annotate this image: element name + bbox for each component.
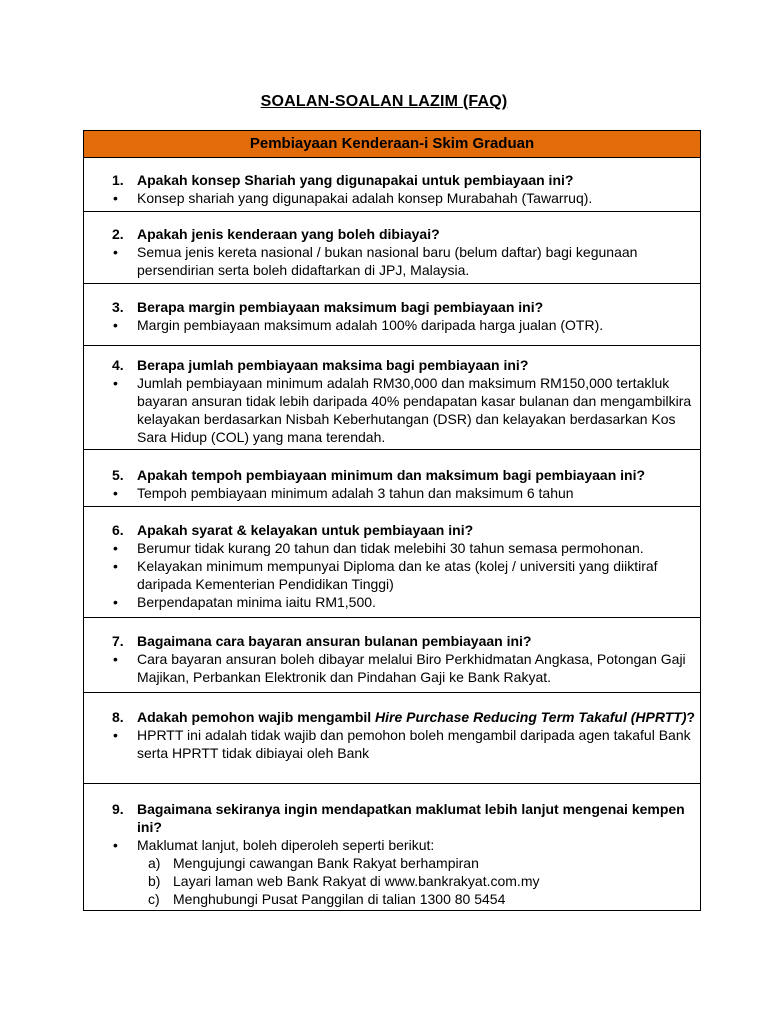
question-number: 4. — [112, 357, 124, 373]
faq-row-9 — [84, 784, 700, 910]
faq-question-6 — [84, 521, 700, 539]
question-text: Apakah tempoh pembiayaan minimum dan maksimum bagi pembiayaan ini? — [137, 467, 646, 483]
answer-text: Berpendapatan minima iaitu RM1,500. — [137, 594, 376, 610]
faq-question-1 — [84, 171, 700, 189]
question-text: Apakah jenis kenderaan yang boleh dibiayai? — [137, 226, 440, 242]
question-italic-term: Hire Purchase Reducing Term Takaful (HPRTT) — [375, 709, 687, 725]
answer-text: Jumlah pembiayaan minimum adalah RM30,000 dan maksimum RM150,000 tertakluk bayaran ansuran tidak lebih daripada 40% pendapatan kasar bulanan dan mengambilkira kelayakan berdasarkan Nisbah Keberhutangan (DSR) dan kelayakan berdasarkan Kos Sara Hidup (COL) yang mana terendah. — [137, 375, 692, 445]
faq-answer — [84, 189, 700, 207]
faq-answer — [84, 650, 700, 686]
faq-question-4 — [84, 356, 700, 374]
question-number: 3. — [112, 299, 124, 315]
faq-question-5 — [84, 466, 700, 484]
question-text: Bagaimana sekiranya ingin mendapatkan maklumat lebih lanjut mengenai kempen ini? — [137, 801, 685, 835]
bullet-icon: • — [113, 558, 118, 574]
bullet-icon: • — [113, 540, 118, 556]
sub-item-text: Mengujungi cawangan Bank Rakyat berhampiran — [173, 855, 479, 871]
faq-row-8 — [84, 693, 700, 784]
question-text: Apakah konsep Shariah yang digunapakai untuk pembiayaan ini? — [137, 172, 574, 188]
faq-sub-item-a — [84, 854, 700, 872]
answer-text: Tempoh pembiayaan minimum adalah 3 tahun dan maksimum 6 tahun — [137, 485, 574, 501]
question-text: Berapa jumlah pembiayaan maksima bagi pembiayaan ini? — [137, 357, 529, 373]
faq-row-3 — [84, 284, 700, 346]
bullet-icon: • — [113, 485, 118, 501]
bullet-icon: • — [113, 837, 118, 853]
answer-text: Kelayakan minimum mempunyai Diploma dan ke atas (kolej / universiti yang diiktiraf daripada Kementerian Pendidikan Tinggi) — [137, 558, 658, 592]
bullet-icon: • — [113, 375, 118, 391]
faq-answer — [84, 726, 700, 762]
faq-sub-item-c — [84, 890, 700, 908]
answer-text: Cara bayaran ansuran boleh dibayar melalui Biro Perkhidmatan Angkasa, Potongan Gaji Majikan, Perbankan Elektronik dan Pindahan Gaji ke Bank Rakyat. — [137, 651, 686, 685]
faq-answer — [84, 316, 700, 334]
faq-answer — [84, 557, 700, 593]
question-number: 7. — [112, 633, 124, 649]
faq-answer — [84, 593, 700, 611]
answer-text: Maklumat lanjut, boleh diperoleh seperti berikut: — [137, 837, 435, 853]
bullet-icon: • — [113, 317, 118, 333]
table-header: Pembiayaan Kenderaan-i Skim Graduan — [84, 131, 700, 158]
question-text: Adakah pemohon wajib mengambil — [137, 709, 376, 725]
faq-row-7 — [84, 618, 700, 693]
question-number: 1. — [112, 172, 124, 188]
answer-text: Semua jenis kereta nasional / bukan nasional baru (belum daftar) bagi kegunaan persendirian serta boleh didaftarkan di JPJ, Malaysia. — [137, 244, 638, 278]
faq-row-2 — [84, 212, 700, 284]
answer-text: Margin pembiayaan maksimum adalah 100% daripada harga jualan (OTR). — [137, 317, 604, 333]
bullet-icon: • — [113, 244, 118, 260]
faq-sub-item-b — [84, 872, 700, 890]
faq-question-9 — [84, 800, 700, 836]
faq-table — [83, 130, 701, 911]
faq-row-5 — [84, 450, 700, 507]
bullet-icon: • — [113, 727, 118, 743]
sub-item-text: Layari laman web Bank Rakyat di www.bankrakyat.com.my — [173, 873, 540, 889]
answer-text: Berumur tidak kurang 20 tahun dan tidak melebihi 30 tahun semasa permohonan. — [137, 540, 644, 556]
question-number: 6. — [112, 522, 124, 538]
sub-item-letter: a) — [148, 855, 161, 871]
sub-item-letter: c) — [148, 891, 160, 907]
faq-row-1 — [84, 158, 700, 212]
faq-answer — [84, 484, 700, 502]
faq-question-7 — [84, 632, 700, 650]
bullet-icon: • — [113, 190, 118, 206]
question-number: 8. — [112, 709, 124, 725]
question-text: Bagaimana cara bayaran ansuran bulanan pembiayaan ini? — [137, 633, 532, 649]
question-number: 2. — [112, 226, 124, 242]
question-number: 5. — [112, 467, 124, 483]
faq-row-6 — [84, 507, 700, 618]
question-number: 9. — [112, 801, 124, 817]
page-title: SOALAN-SOALAN LAZIM (FAQ) — [260, 93, 508, 110]
faq-answer — [84, 836, 700, 854]
bullet-icon: • — [113, 594, 118, 610]
faq-question-2 — [84, 225, 700, 243]
faq-answer — [84, 243, 700, 279]
faq-answer — [84, 374, 700, 446]
question-text: Apakah syarat & kelayakan untuk pembiayaan ini? — [137, 522, 474, 538]
faq-answer — [84, 539, 700, 557]
faq-row-4 — [84, 346, 700, 450]
sub-item-letter: b) — [148, 873, 161, 889]
sub-item-text: Menghubungi Pusat Panggilan di talian 1300 80 5454 — [173, 891, 506, 907]
question-text: Berapa margin pembiayaan maksimum bagi pembiayaan ini? — [137, 299, 544, 315]
answer-text: Konsep shariah yang digunapakai adalah konsep Murabahah (Tawarruq). — [137, 190, 593, 206]
faq-question-3 — [84, 298, 700, 316]
faq-question-8 — [84, 708, 700, 726]
question-suffix: ? — [686, 709, 696, 725]
bullet-icon: • — [113, 651, 118, 667]
answer-text: HPRTT ini adalah tidak wajib dan pemohon boleh mengambil daripada agen takaful Bank serta HPRTT tidak dibiayai oleh Bank — [137, 727, 691, 761]
